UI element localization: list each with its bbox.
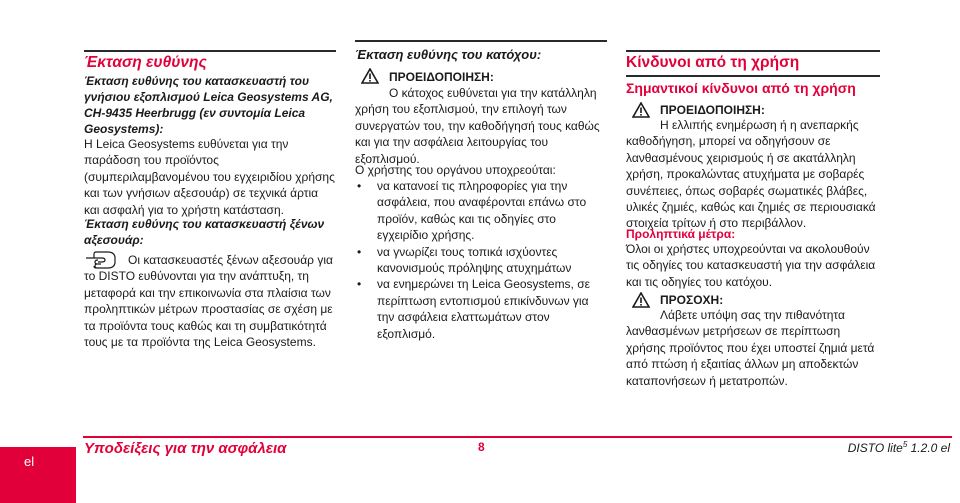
product-superscript: 5 (902, 440, 908, 449)
bullet-symbol: • (357, 179, 362, 193)
third-party-text (84, 252, 336, 350)
footer-product-name (848, 440, 950, 455)
hazards-subtitle: Σημαντικοί κίνδυνοι από τη χρήση (626, 80, 856, 96)
owner-warning-label: ΠΡΟΕΙΔΟΠΟΙΗΣΗ: (389, 70, 494, 84)
third-party-heading: Έκταση ευθύνης του κατασκευαστή ξένων αξεσουάρ: (84, 217, 325, 247)
column-right-rule (626, 50, 880, 52)
list-item-text: να ενημερώνει τη Leica Geosystems, σε περίπτωση εντοπισμού επικίνδυνων για την ασφάλεια ελαττωμάτων στον εξοπλισμό. (377, 277, 590, 341)
product-prefix: DISTO lite (847, 441, 903, 455)
manufacturer-heading: Έκταση ευθύνης του κατασκευαστή του γνήσιου εξοπλισμού Leica Geosystems AG, CH-9435 Heerbrugg (εν συντομία Leica Geosystems): (84, 74, 333, 136)
owner-heading: Έκταση ευθύνης του κατόχου: (355, 47, 542, 62)
product-suffix: 1.2.0 el (907, 441, 950, 455)
column-left-rule (84, 50, 336, 52)
footer-section-title: Υποδείξεις για την ασφάλεια (84, 440, 287, 457)
bullet-symbol: • (357, 244, 362, 259)
warning-triangle-icon (361, 68, 379, 84)
footer-page-number: 8 (478, 440, 485, 454)
warning-triangle-icon (632, 102, 650, 118)
language-code: el (24, 454, 35, 469)
list-item (355, 244, 607, 277)
footer-rule (83, 436, 952, 438)
list-item-text: να κατανοεί τις πληροφορίες για την ασφάλεια, που αναφέρονται επάνω στο προϊόν, καθώς και τις οδηγίες στο εγχειρίδιο χρήσης. (377, 179, 587, 243)
bullet-symbol: • (357, 277, 362, 292)
language-tab (0, 447, 76, 503)
third-party-text-content: Οι κατασκευαστές ξένων αξεσουάρ για το DISTO ευθύνονται για την ανάπτυξη, τη μεταφορά και την επικοινωνία στα πλαίσια των προληπτικών μέτρων προστασίας σε σχέση με τα προϊόντα τους καθώς και τη συμβατικότητά τους με τα προϊόντα της Leica Geosystems. (84, 253, 333, 350)
hazards-warning-text (626, 117, 880, 232)
caution-text-content: Λάβετε υπόψη σας την πιθανότητα λανθασμένων μετρήσεων σε περίπτωση χρήσης προϊόντος που έχει υποστεί ζημιά μετά από πτώση ή εξαιτίας άλλων μη αποδεκτών καταπονήσεων ή μετατροπών. (626, 308, 875, 388)
column-right-subrule (626, 75, 880, 77)
measures-heading: Προληπτικά μέτρα: (626, 227, 736, 241)
owner-warning-text-content: Ο κάτοχος ευθύνεται για την κατάλληλη χρήση του εξοπλισμού, την επιλογή των συνεργατών του, την καθοδήγησή τους καθώς και για την ασφάλεια λειτουργίας του εξοπλισμού. (355, 86, 600, 166)
hazards-warning-label: ΠΡΟΕΙΔΟΠΟΙΗΣΗ: (660, 103, 765, 117)
section-title-responsibility: Έκταση ευθύνης (84, 54, 207, 71)
measures-text: Όλοι οι χρήστες υποχρεούνται να ακολουθούν τις οδηγίες του κατασκευαστή για την ασφάλεια και τις οδηγίες του κατόχου. (626, 242, 876, 289)
owner-warning-text (355, 85, 605, 167)
owner-duties-intro: Ο χρήστης του οργάνου υποχρεούται: (355, 163, 556, 177)
list-item (355, 276, 607, 342)
warning-triangle-icon (632, 292, 650, 308)
hazards-warning-text-content: Η ελλιπής ενημέρωση ή η ανεπαρκής καθοδήγηση, μπορεί να οδηγήσουν σε λανθασμένους χειρισμούς ή σε ακατάλληλη χρήση, προκαλώντας ατυχήματα με σοβαρές συνέπειες, όπως σοβαρές σωματικές βλάβες, υλικές ζημιές, καθώς και ζημιές σε περιουσιακά στοιχεία τρίτων ή στο περιβάλλον. (626, 118, 876, 231)
manufacturer-text: Η Leica Geosystems ευθύνεται για την παράδοση του προϊόντος (συμπεριλαμβανομένου του εγχειριδίου χρήσης και των γνήσιων αξεσουάρ) σε τεχνικά άρτια και ασφαλή για το χρήστη κατάσταση. (84, 137, 335, 217)
column-middle-rule (355, 40, 607, 42)
list-item (355, 178, 607, 244)
owner-duties-list (355, 178, 607, 342)
list-item-text: να γνωρίζει τους τοπικά ισχύοντες κανονισμούς πρόληψης ατυχημάτων (377, 244, 572, 276)
caution-label: ΠΡΟΣΟΧΗ: (660, 293, 724, 307)
hazards-title: Κίνδυνοι από τη χρήση (626, 54, 800, 71)
caution-text (626, 307, 878, 389)
